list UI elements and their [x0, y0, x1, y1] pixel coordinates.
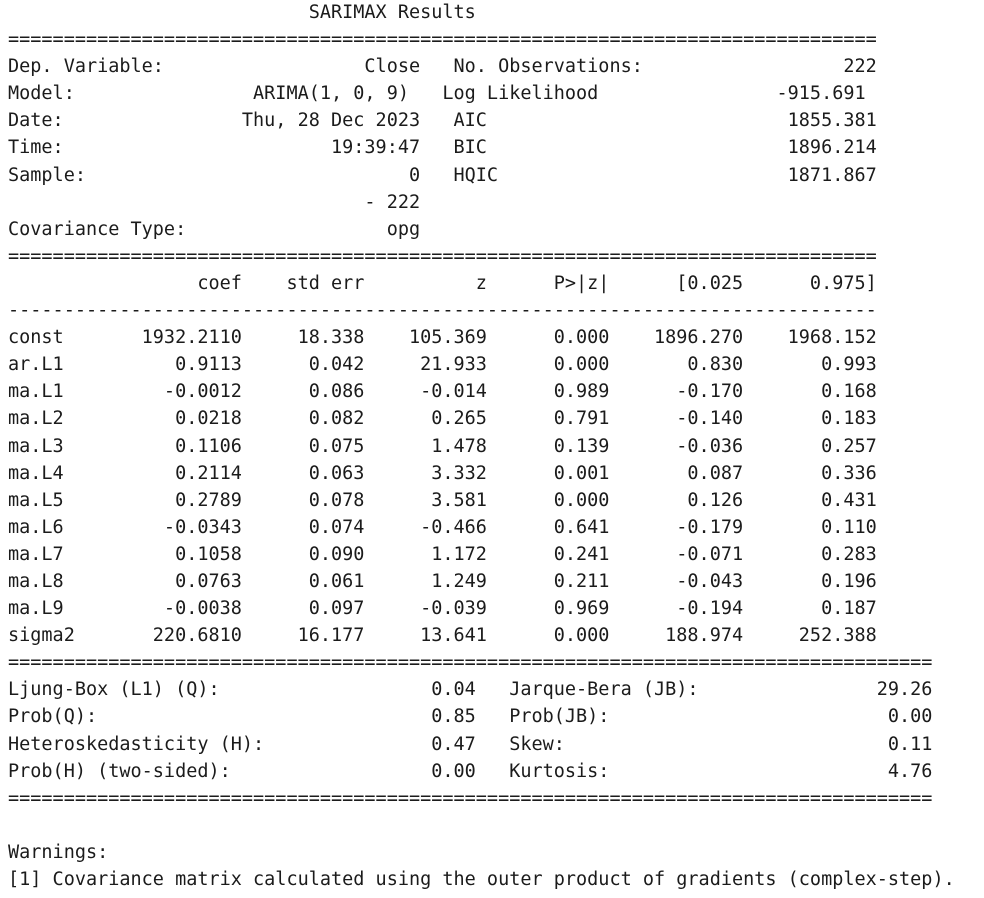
- warnings-heading: Warnings:: [8, 841, 109, 863]
- blank-line: [8, 812, 984, 839]
- separator-double: ==============================================================================: [8, 245, 877, 267]
- coef-table-row: ma.L8 0.0763 0.061 1.249 0.211 -0.043 0.196: [8, 570, 877, 592]
- model-summary-row: Covariance Type: opg: [8, 218, 877, 240]
- coef-table-row: sigma2 220.6810 16.177 13.641 0.000 188.974 252.388: [8, 625, 877, 647]
- model-summary-row: Time: 19:39:47 BIC 1896.214: [8, 137, 877, 159]
- diagnostics-row: Prob(Q): 0.85 Prob(JB): 0.00: [8, 706, 933, 728]
- model-summary-row: - 222: [8, 191, 877, 213]
- coef-table-row: ma.L5 0.2789 0.078 3.581 0.000 0.126 0.431: [8, 489, 877, 511]
- diagnostics-row: Ljung-Box (L1) (Q): 0.04 Jarque-Bera (JB): 29.26: [8, 679, 933, 701]
- separator-single: ------------------------------------------------------------------------------: [8, 300, 877, 322]
- separator-double: ===================================================================================: [8, 652, 933, 674]
- model-summary-row: Model: ARIMA(1, 0, 9) Log Likelihood -915.691: [8, 83, 866, 105]
- diagnostics-row: Heteroskedasticity (H): 0.47 Skew: 0.11: [8, 733, 933, 755]
- coef-table-row: ma.L6 -0.0343 0.074 -0.466 0.641 -0.179 0.110: [8, 516, 877, 538]
- warning-item: [1] Covariance matrix calculated using the outer product of gradients (complex-step).: [8, 869, 955, 890]
- separator-double: ==============================================================================: [8, 29, 877, 51]
- separator-double: ===================================================================================: [8, 787, 933, 809]
- results-title: SARIMAX Results: [8, 2, 833, 23]
- coef-table-row: ma.L4 0.2114 0.063 3.332 0.001 0.087 0.336: [8, 462, 877, 484]
- model-summary-row: Dep. Variable: Close No. Observations: 222: [8, 56, 877, 78]
- coef-table-row: const 1932.2110 18.338 105.369 0.000 1896.270 1968.152: [8, 327, 877, 349]
- coef-table-row: ar.L1 0.9113 0.042 21.933 0.000 0.830 0.993: [8, 354, 877, 376]
- coef-table-row: ma.L2 0.0218 0.082 0.265 0.791 -0.140 0.183: [8, 408, 877, 430]
- model-summary-row: Sample: 0 HQIC 1871.867: [8, 164, 877, 186]
- diagnostics-row: Prob(H) (two-sided): 0.00 Kurtosis: 4.76: [8, 760, 933, 782]
- coef-table-row: ma.L9 -0.0038 0.097 -0.039 0.969 -0.194 0.187: [8, 598, 877, 620]
- coef-table-row: ma.L1 -0.0012 0.086 -0.014 0.989 -0.170 0.168: [8, 381, 877, 403]
- coef-table-row: ma.L3 0.1106 0.075 1.478 0.139 -0.036 0.257: [8, 435, 877, 457]
- model-summary-row: Date: Thu, 28 Dec 2023 AIC 1855.381: [8, 110, 877, 132]
- coef-table-row: ma.L7 0.1058 0.090 1.172 0.241 -0.071 0.283: [8, 543, 877, 565]
- coef-table-header: coef std err z P>|z| [0.025 0.975]: [8, 272, 877, 294]
